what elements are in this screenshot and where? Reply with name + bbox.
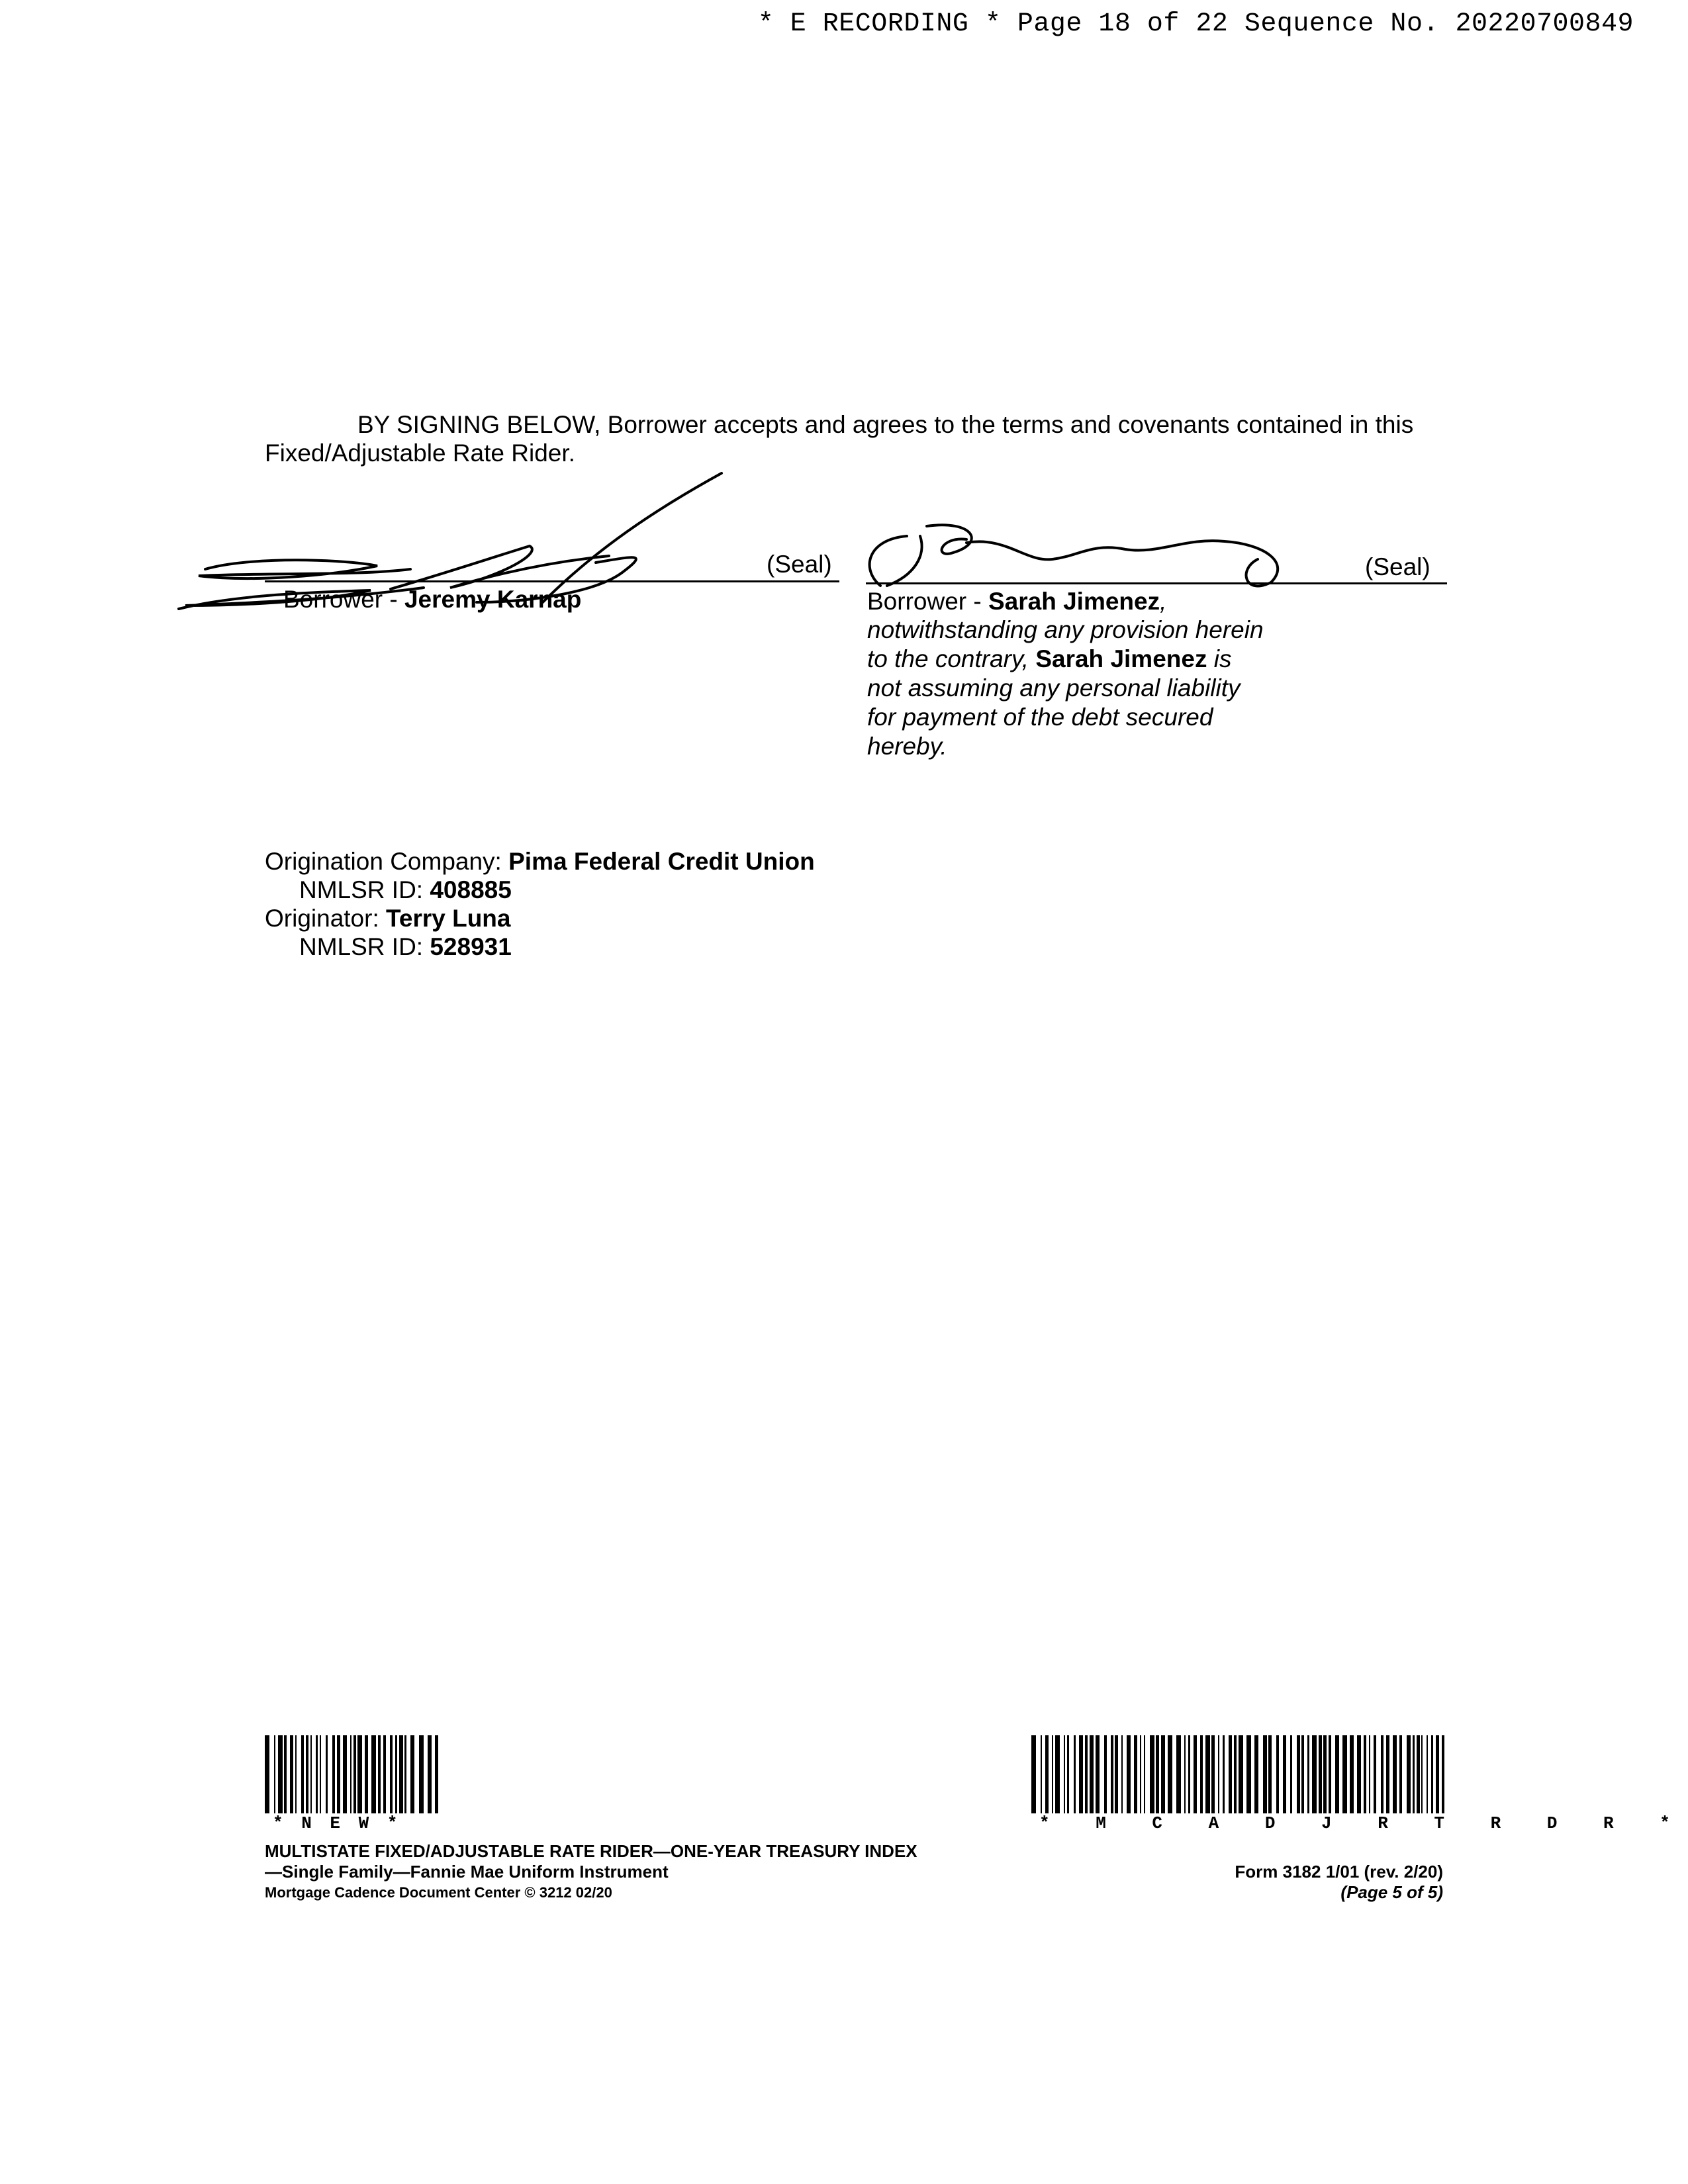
seal-label-borrower-2: (Seal)	[1365, 553, 1430, 580]
footer-line2: —Single Family—Fannie Mae Uniform Instrument	[265, 1862, 669, 1882]
barcode-bar	[1055, 1735, 1060, 1813]
originator-nmlsr	[265, 933, 815, 961]
barcode-bar	[1036, 1735, 1041, 1813]
company-nmlsr-label: NMLSR ID:	[299, 876, 430, 903]
origination-company	[265, 847, 815, 876]
barcode-bar	[1342, 1735, 1347, 1813]
borrower-2-comma: ,	[1160, 588, 1167, 615]
barcode-bar	[1100, 1735, 1104, 1813]
borrower-2-note-line5: hereby.	[867, 733, 947, 760]
borrower-2-name: Sarah Jimenez	[988, 588, 1160, 615]
barcode-left	[265, 1735, 438, 1813]
footer-right	[1235, 1862, 1443, 1903]
barcode-bar	[419, 1735, 424, 1813]
originator-name: Terry Luna	[386, 905, 511, 932]
barcode-right-label: * M C A D J R T R D R *	[1039, 1813, 1688, 1833]
barcode-bar	[1176, 1735, 1181, 1813]
originator-nmlsr-value: 528931	[430, 933, 512, 960]
barcode-bar	[1150, 1735, 1154, 1813]
signing-statement	[265, 410, 1443, 467]
barcode-bar	[1168, 1735, 1172, 1813]
footer-page: (Page 5 of 5)	[1340, 1882, 1443, 1902]
borrower-1-label	[283, 586, 581, 614]
borrower-2-note-line3: not assuming any personal liability	[867, 674, 1241, 702]
barcode-bar	[1272, 1735, 1276, 1813]
borrower-2-note2-text: to the contrary,	[867, 645, 1036, 672]
barcode-bar	[357, 1735, 362, 1813]
originator-label: Originator:	[265, 905, 387, 932]
barcode-bar	[1258, 1735, 1263, 1813]
barcode-bar	[1069, 1735, 1074, 1813]
barcode-bar	[1031, 1735, 1036, 1813]
borrower-2-note2-name: Sarah Jimenez	[1035, 645, 1207, 672]
origination-company-label: Origination Company:	[265, 848, 509, 875]
signing-statement-line2: Fixed/Adjustable Rate Rider.	[265, 439, 575, 467]
barcode-right	[1031, 1735, 1444, 1813]
barcode-bar	[1205, 1735, 1210, 1813]
barcode-bar	[1239, 1735, 1243, 1813]
barcode-bar	[1246, 1735, 1251, 1813]
borrower-2-note2-end: is	[1207, 645, 1232, 672]
barcode-bar	[321, 1735, 326, 1813]
signature-line-borrower-1	[265, 580, 839, 582]
borrower-2-note-line1: notwithstanding any provision herein	[867, 616, 1264, 643]
borrower-2-note-line2	[867, 645, 1264, 674]
barcode-bar	[414, 1735, 419, 1813]
originator	[265, 904, 815, 933]
origination-block	[265, 847, 815, 961]
origination-company-nmlsr	[265, 876, 815, 904]
recording-header: * E RECORDING * Page 18 of 22 Sequence No. 20220700849	[757, 9, 1634, 39]
barcode-bar	[1145, 1735, 1150, 1813]
barcode-bar	[371, 1735, 376, 1813]
barcode-bar	[1442, 1735, 1444, 1813]
footer-line1: MULTISTATE FIXED/ADJUSTABLE RATE RIDER—ONE-YEAR TREASURY INDEX	[265, 1841, 917, 1861]
borrower-2-block	[867, 588, 1264, 761]
company-nmlsr-value: 408885	[430, 876, 512, 903]
borrower-1-prefix: Borrower -	[283, 586, 404, 613]
barcode-left-label: * N E W *	[273, 1813, 402, 1833]
barcode-bar	[328, 1735, 332, 1813]
borrower-2-prefix: Borrower -	[867, 588, 988, 615]
borrower-2-note-line4: for payment of the debt secured	[867, 704, 1213, 731]
borrower-1-name: Jeremy Karnap	[404, 586, 582, 613]
barcode-bar	[1376, 1735, 1381, 1813]
footer-line3: Mortgage Cadence Document Center © 3212 02/20	[265, 1884, 612, 1901]
footer-form: Form 3182 1/01 (rev. 2/20)	[1235, 1862, 1443, 1882]
originator-nmlsr-label: NMLSR ID:	[299, 933, 430, 960]
borrower-2-label	[867, 588, 1264, 615]
signature-line-borrower-2	[866, 582, 1447, 584]
barcode-bar	[297, 1735, 301, 1813]
footer-left	[265, 1841, 917, 1903]
barcode-bar	[1292, 1735, 1297, 1813]
barcode-bar	[269, 1735, 274, 1813]
signing-statement-line1: BY SIGNING BELOW, Borrower accepts and agrees to the terms and covenants contained in this	[357, 411, 1414, 438]
barcode-bar	[1402, 1735, 1407, 1813]
barcode-bar	[265, 1735, 269, 1813]
barcode-bar	[278, 1735, 283, 1813]
barcode-bar	[435, 1735, 438, 1813]
barcode-bar	[1312, 1735, 1317, 1813]
seal-label-borrower-1: (Seal)	[767, 551, 832, 578]
origination-company-name: Pima Federal Credit Union	[508, 848, 815, 875]
